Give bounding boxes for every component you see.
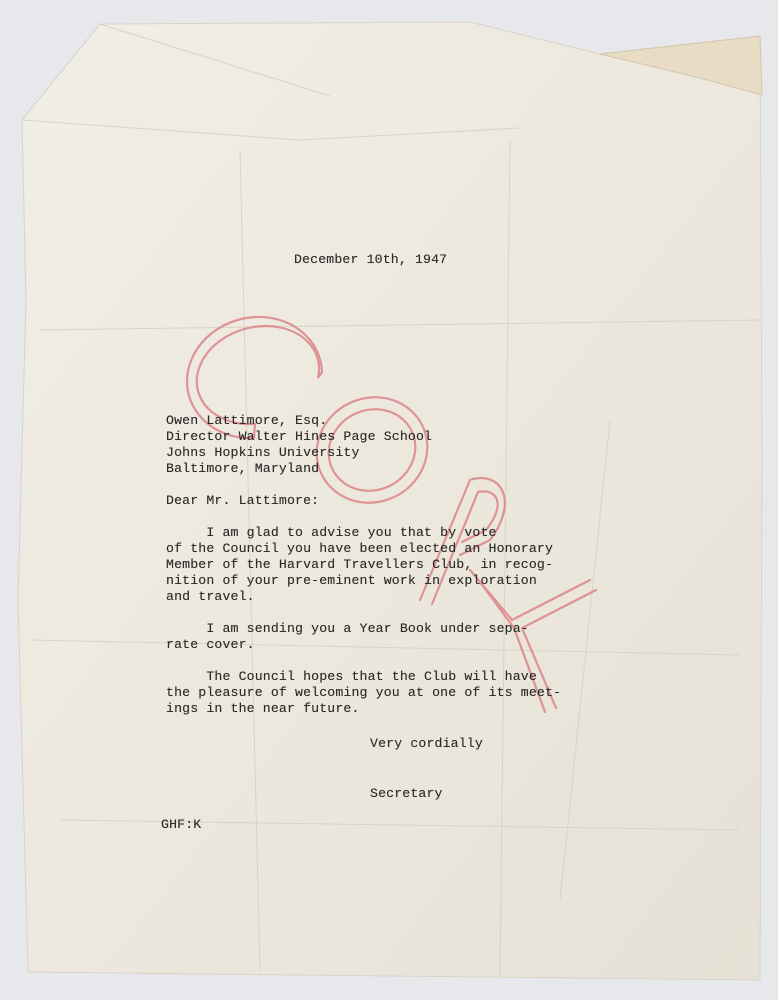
typist-initials: GHF:K [161,817,202,832]
paragraph-line: ings in the near future. [166,701,360,716]
letter-date: December 10th, 1947 [294,252,448,267]
address-line: Johns Hopkins University [166,445,360,460]
closing: Very cordially [370,736,483,751]
paragraph-line: and travel. [166,589,255,604]
salutation: Dear Mr. Lattimore: [166,493,320,508]
paragraph-line: the pleasure of welcoming you at one of its meet- [166,685,562,700]
address-line: Owen Lattimore, Esq. [166,413,328,428]
address-line: Director Walter Hines Page School [166,429,433,444]
paragraph-line: The Council hopes that the Club will have [166,669,537,684]
paragraph-line: I am sending you a Year Book under sepa- [166,621,529,636]
signature-title: Secretary [370,786,443,801]
paragraph-line: I am glad to advise you that by vote [166,525,497,540]
paragraph-line: nition of your pre-eminent work in exploration [166,573,537,588]
paragraph-line: of the Council you have been elected an Honorary [166,541,554,556]
paragraph-line: Member of the Harvard Travellers Club, in recog- [166,557,554,572]
address-line: Baltimore, Maryland [166,461,320,476]
paragraph-line: rate cover. [166,637,255,652]
